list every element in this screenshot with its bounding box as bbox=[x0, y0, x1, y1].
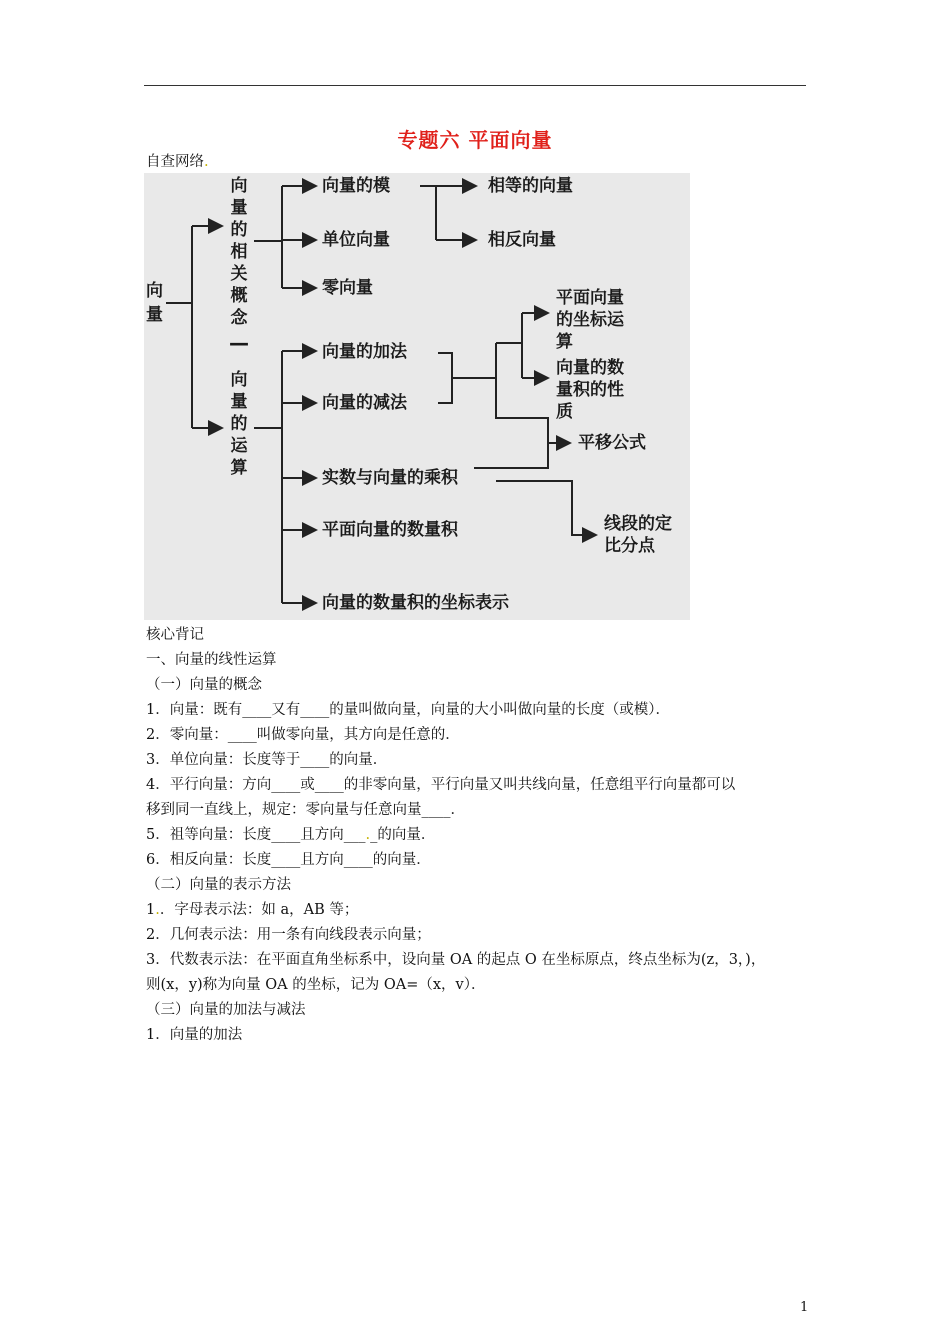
text-line-7 bbox=[146, 900, 358, 920]
core-heading: 核心背记 bbox=[146, 627, 204, 643]
text-line-7b: ．字母表示法：如 a，AB 等； bbox=[159, 902, 359, 918]
node-section-point: 线段的定比分点 bbox=[604, 514, 672, 556]
node-operations: 向量的运算 bbox=[230, 370, 248, 478]
node-equal-vectors: 相等的向量 bbox=[488, 176, 573, 196]
text-line-2: 2．零向量：____叫做零向量，其方向是任意的． bbox=[146, 727, 460, 743]
subsection-heading-3: （三）向量的加法与减法 bbox=[146, 1002, 306, 1018]
text-line-4b: 移到同一直线上，规定：零向量与任意向量____． bbox=[146, 802, 465, 818]
node-dash: — bbox=[229, 331, 249, 355]
text-line-5 bbox=[146, 825, 435, 845]
node-addition: 向量的加法 bbox=[322, 342, 407, 362]
self-check-label: 自查网络 bbox=[146, 154, 204, 170]
page-number: 1 bbox=[800, 1300, 809, 1315]
text-line-10: 1．向量的加法 bbox=[146, 1027, 243, 1043]
text-line-7-mark: . bbox=[155, 902, 160, 918]
text-line-5a: 5．祖等向量：长度____且方向___ bbox=[146, 827, 366, 843]
node-translation: 平移公式 bbox=[578, 433, 646, 453]
text-line-6: 6．相反向量：长度____且方向____的向量． bbox=[146, 852, 431, 868]
text-line-5b: _的向量． bbox=[370, 827, 436, 843]
node-scalar-product: 实数与向量的乘积 bbox=[322, 468, 458, 488]
section-heading-1: 一、向量的线性运算 bbox=[146, 652, 277, 668]
concept-map bbox=[144, 173, 690, 620]
text-line-3: 3．单位向量：长度等于____的向量． bbox=[146, 752, 388, 768]
subsection-heading-2: （二）向量的表示方法 bbox=[146, 877, 291, 893]
text-line-4a: 4．平行向量：方向____或____的非零向量，平行向量又叫共线向量，任意组平行向量都可以 bbox=[146, 777, 736, 793]
self-check-heading bbox=[146, 152, 209, 172]
text-line-9b: 则(x，y)称为向量 OA 的坐标，记为 OA=（x，v）． bbox=[146, 977, 486, 993]
node-unit-vector: 单位向量 bbox=[322, 230, 390, 250]
page-title: 专题六 平面向量 bbox=[397, 128, 553, 152]
text-line-8: 2．几何表示法：用一条有向线段表示向量； bbox=[146, 927, 431, 943]
node-coord-ops: 平面向量的坐标运算 bbox=[556, 288, 624, 352]
node-concepts: 向量的相关概念 bbox=[230, 176, 248, 328]
node-subtraction: 向量的减法 bbox=[322, 393, 407, 413]
text-line-5-mark: . bbox=[365, 827, 371, 843]
node-opposite-vectors: 相反向量 bbox=[488, 230, 556, 250]
header-rule bbox=[144, 85, 806, 86]
node-root: 向量 bbox=[146, 281, 163, 325]
node-magnitude: 向量的模 bbox=[322, 176, 390, 196]
text-line-1: 1．向量：既有____又有____的量叫做向量，向量的大小叫做向量的长度（或模）． bbox=[146, 702, 670, 718]
text-line-9a: 3．代数表示法：在平面直角坐标系中，设向量 OA 的起点 O 在坐标原点，终点坐标为(z，3，)， bbox=[146, 952, 766, 968]
node-dot-product-coords: 向量的数量积的坐标表示 bbox=[322, 593, 509, 613]
text-line-7a: 1 bbox=[146, 902, 156, 918]
node-dot-properties: 向量的数量积的性质 bbox=[556, 358, 624, 422]
self-check-mark: . bbox=[204, 154, 209, 170]
node-dot-product: 平面向量的数量积 bbox=[322, 520, 458, 540]
subsection-heading-1: （一）向量的概念 bbox=[146, 677, 262, 693]
node-zero-vector: 零向量 bbox=[322, 278, 373, 298]
